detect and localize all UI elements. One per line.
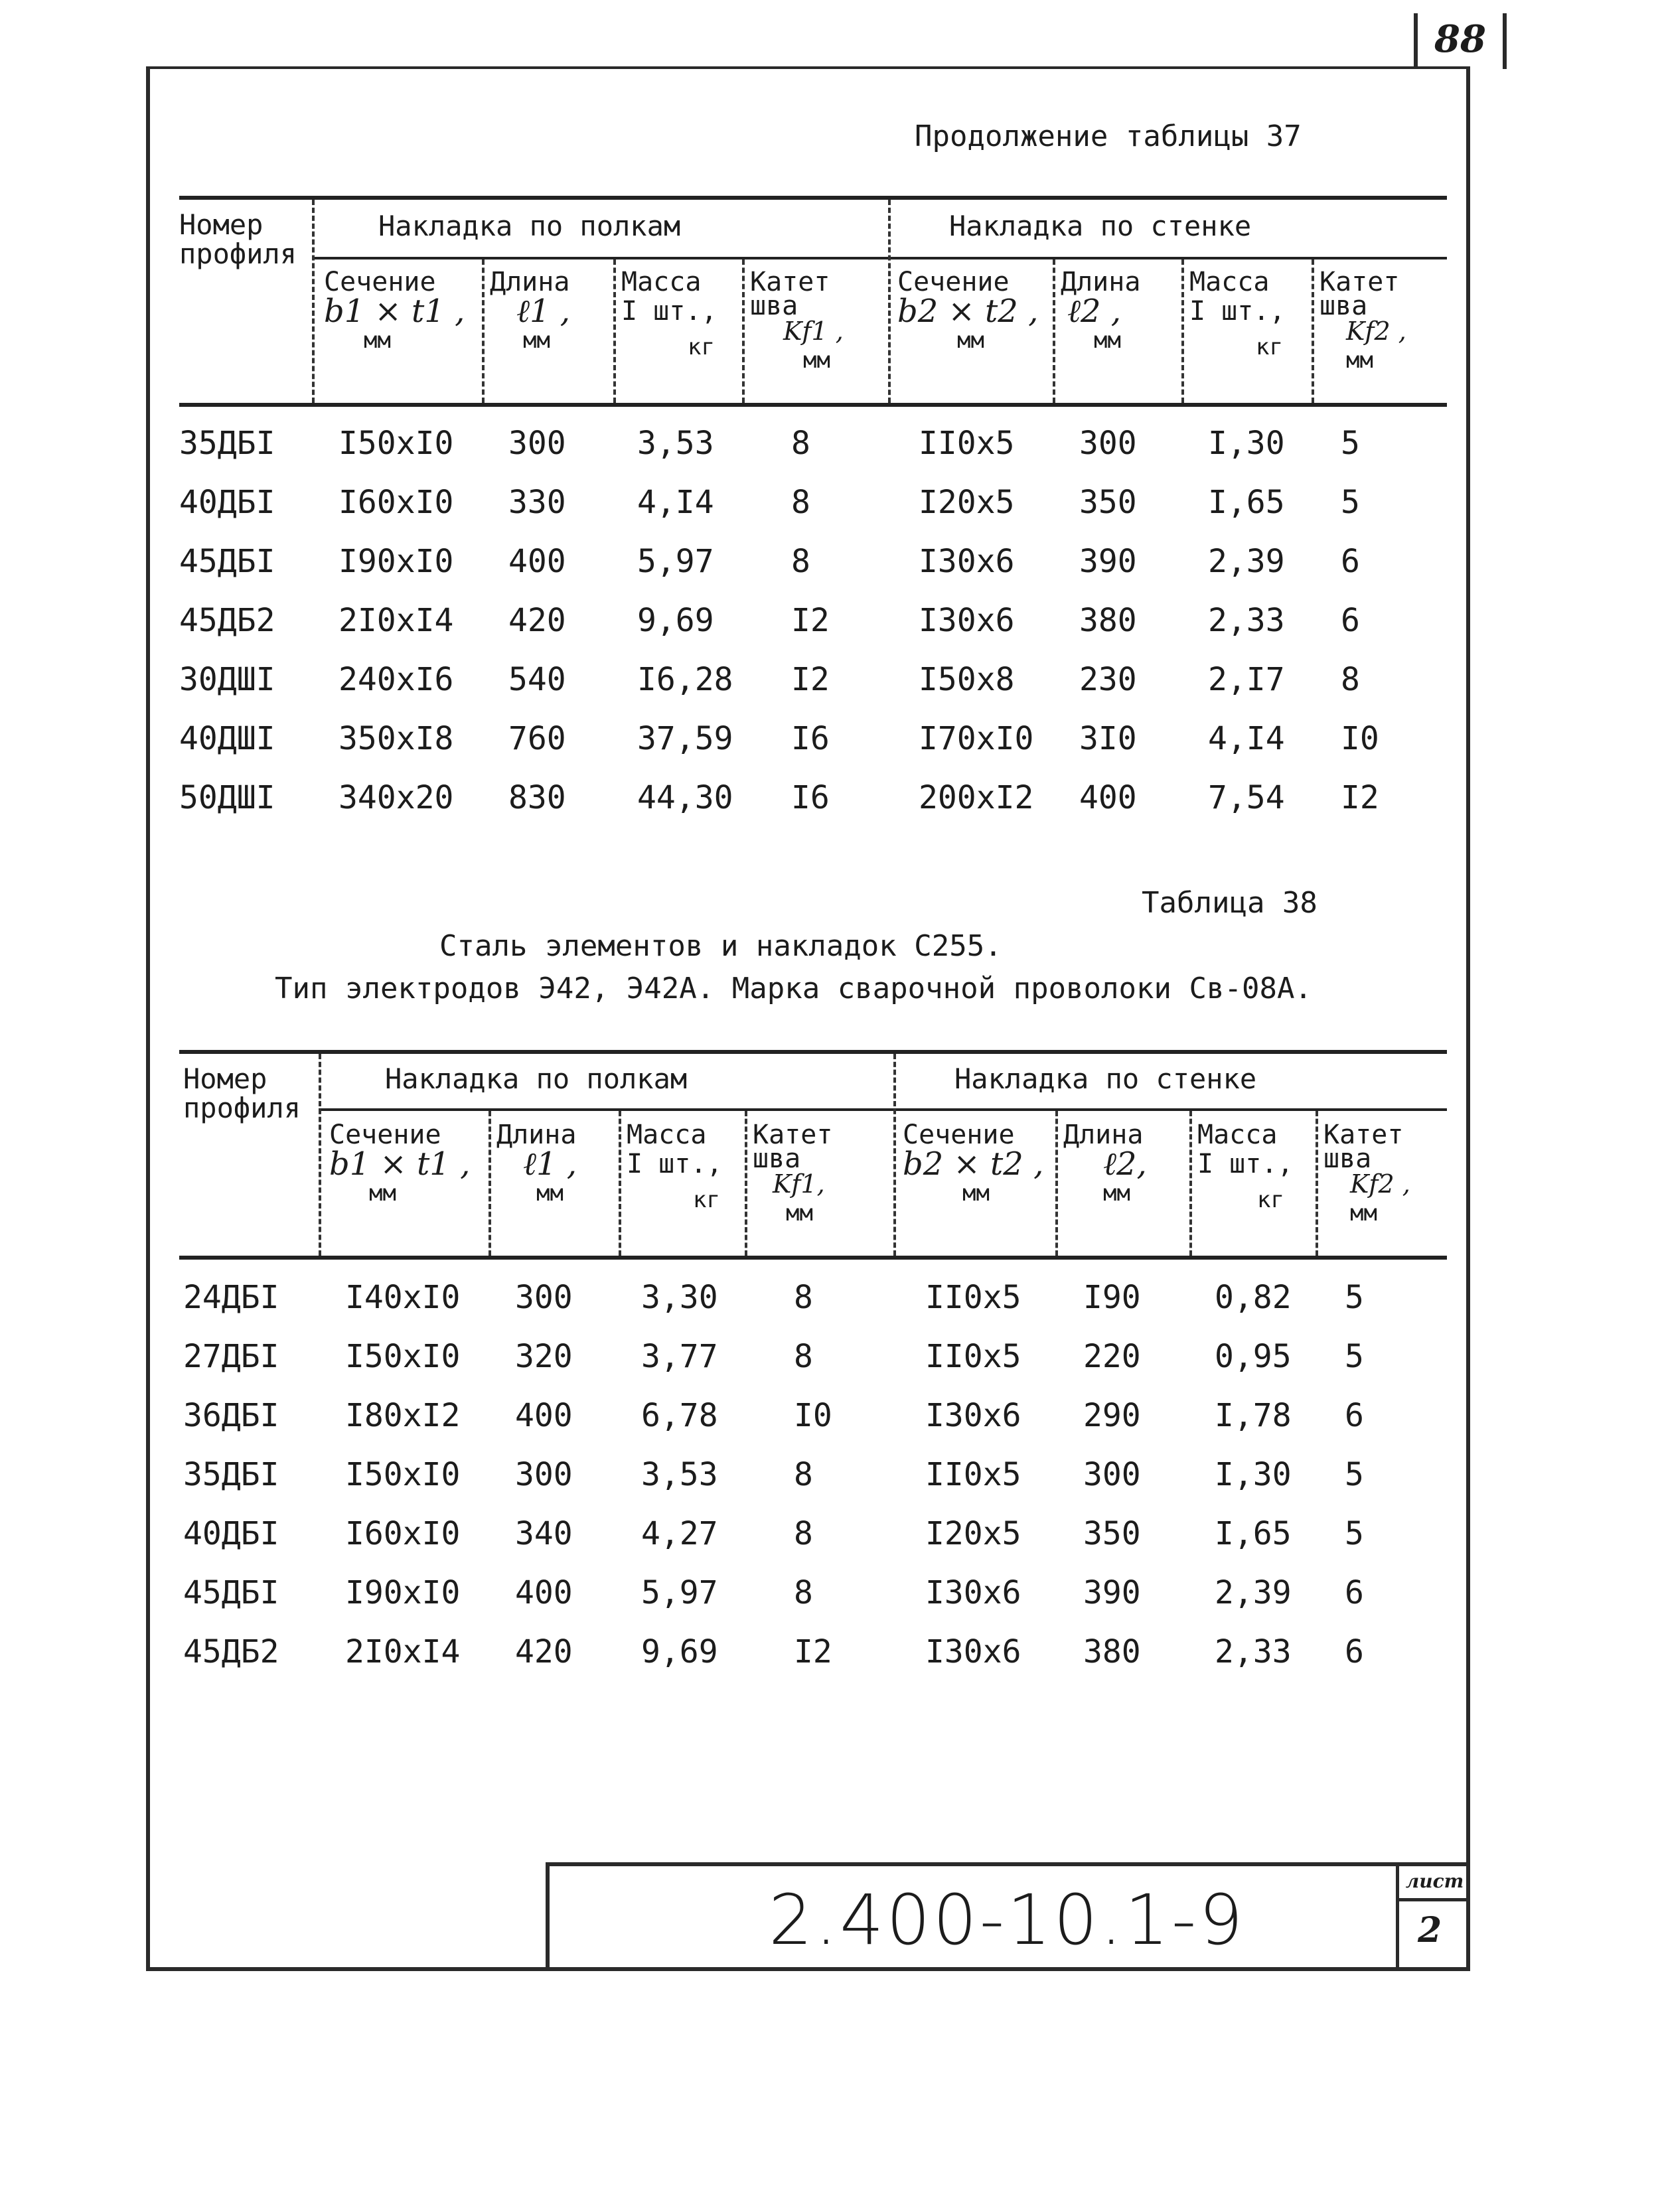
cell-flange-weld: 8: [791, 543, 810, 580]
cell-web-length: 350: [1083, 1515, 1141, 1552]
cell-web-weld: 6: [1345, 1574, 1364, 1611]
cell-web-length: 350: [1079, 484, 1137, 521]
cell-flange-section: I90xI0: [345, 1574, 461, 1611]
cell-web-weld: 8: [1341, 661, 1360, 698]
cell-flange-weld: 8: [794, 1338, 813, 1375]
cell-profile: 35ДБI: [179, 425, 275, 462]
cell-flange-mass: I6,28: [637, 661, 733, 698]
table38: [179, 1050, 1447, 1700]
table37-caption: Продолжение таблицы 37: [915, 119, 1302, 153]
cell-flange-length: 540: [508, 661, 566, 698]
cell-flange-section: 350xI8: [339, 720, 454, 757]
cell-flange-section: I50xI0: [345, 1456, 461, 1493]
cell-flange-section: I60xI0: [345, 1515, 461, 1552]
cell-flange-mass: 3,77: [641, 1338, 718, 1375]
cell-web-mass: I,30: [1215, 1456, 1292, 1493]
cell-flange-mass: 9,69: [641, 1633, 718, 1670]
cell-profile: 45ДБ2: [183, 1633, 279, 1670]
cell-web-weld: 5: [1345, 1338, 1364, 1375]
web-group-header: Накладка по стенке: [954, 1063, 1257, 1095]
cell-flange-section: 340x20: [339, 779, 454, 816]
table37: [179, 196, 1447, 866]
cell-flange-weld: 8: [794, 1515, 813, 1552]
cell-web-mass: 0,95: [1215, 1338, 1292, 1375]
cell-flange-weld: I2: [791, 602, 830, 639]
cell-web-section: 200xI2: [919, 779, 1034, 816]
profile-header: Номер профиля: [179, 208, 297, 270]
cell-web-section: I20x5: [925, 1515, 1021, 1552]
cell-flange-weld: I2: [794, 1633, 832, 1670]
page-number: 88: [1434, 17, 1486, 61]
cell-web-mass: 2,39: [1215, 1574, 1292, 1611]
cell-flange-mass: 5,97: [637, 543, 714, 580]
cell-web-section: II0x5: [925, 1279, 1021, 1316]
cell-flange-section: I50xI0: [345, 1338, 461, 1375]
cell-profile: 45ДБI: [183, 1574, 279, 1611]
web-section-header: Сечение b2 × t2 , мм: [897, 267, 1039, 354]
cell-flange-length: 300: [508, 425, 566, 462]
cell-web-mass: 2,33: [1208, 602, 1285, 639]
cell-profile: 36ДБI: [183, 1397, 279, 1434]
flange-mass-header: Масса I шт., кг: [627, 1120, 723, 1213]
cell-profile: 30ДШI: [179, 661, 275, 698]
cell-flange-weld: 8: [794, 1574, 813, 1611]
cell-web-length: I90: [1083, 1279, 1141, 1316]
sheet-box: [1396, 1866, 1470, 1971]
web-length-header: Длина ℓ2, мм: [1063, 1120, 1147, 1207]
cell-web-mass: I,30: [1208, 425, 1285, 462]
cell-web-section: II0x5: [925, 1338, 1021, 1375]
profile-header: Номер профиля: [183, 1063, 301, 1124]
cell-flange-weld: 8: [794, 1456, 813, 1493]
cell-flange-mass: 44,30: [637, 779, 733, 816]
cell-flange-weld: I6: [791, 720, 830, 757]
cell-flange-mass: 3,53: [637, 425, 714, 462]
cell-flange-section: 240xI6: [339, 661, 454, 698]
cell-web-length: 380: [1079, 602, 1137, 639]
cell-flange-mass: 4,I4: [637, 484, 714, 521]
cell-profile: 40ДШI: [179, 720, 275, 757]
cell-flange-length: 420: [508, 602, 566, 639]
cell-web-section: I30x6: [919, 543, 1015, 580]
sheet-label: лист: [1405, 1870, 1464, 1892]
cell-flange-length: 300: [515, 1279, 573, 1316]
table38-subtitle-steel: Сталь элементов и накладок С255.: [439, 929, 1002, 963]
cell-web-weld: 6: [1341, 543, 1360, 580]
cell-flange-length: 400: [508, 543, 566, 580]
cell-web-mass: 7,54: [1208, 779, 1285, 816]
cell-flange-section: 2I0xI4: [339, 602, 454, 639]
cell-web-length: 300: [1079, 425, 1137, 462]
cell-flange-weld: 8: [791, 484, 810, 521]
cell-flange-mass: 3,53: [641, 1456, 718, 1493]
cell-flange-length: 420: [515, 1633, 573, 1670]
cell-web-mass: 4,I4: [1208, 720, 1285, 757]
cell-flange-weld: 8: [791, 425, 810, 462]
cell-profile: 24ДБI: [183, 1279, 279, 1316]
cell-flange-length: 760: [508, 720, 566, 757]
cell-web-section: I70xI0: [919, 720, 1034, 757]
cell-web-length: 290: [1083, 1397, 1141, 1434]
cell-flange-length: 300: [515, 1456, 573, 1493]
flange-weld-header: Катет шва Kf1, мм: [753, 1120, 833, 1226]
web-group-header: Накладка по стенке: [949, 210, 1252, 242]
cell-flange-length: 830: [508, 779, 566, 816]
cell-web-section: I30x6: [919, 602, 1015, 639]
web-mass-header: Масса I шт., кг: [1189, 267, 1286, 360]
cell-flange-weld: I0: [794, 1397, 832, 1434]
cell-web-length: 380: [1083, 1633, 1141, 1670]
cell-web-weld: 6: [1345, 1397, 1364, 1434]
cell-web-weld: 5: [1345, 1279, 1364, 1316]
web-section-header: Сечение b2 × t2 , мм: [903, 1120, 1044, 1207]
cell-web-weld: I0: [1341, 720, 1379, 757]
cell-flange-section: I60xI0: [339, 484, 454, 521]
cell-flange-section: I40xI0: [345, 1279, 461, 1316]
cell-web-weld: 5: [1345, 1456, 1364, 1493]
cell-profile: 50ДШI: [179, 779, 275, 816]
cell-web-length: 390: [1079, 543, 1137, 580]
cell-web-length: 400: [1079, 779, 1137, 816]
cell-flange-section: 2I0xI4: [345, 1633, 461, 1670]
flange-length-header: Длина ℓ1 , мм: [496, 1120, 577, 1207]
cell-web-section: II0x5: [919, 425, 1015, 462]
title-block: [546, 1862, 1470, 1971]
cell-flange-mass: 5,97: [641, 1574, 718, 1611]
cell-flange-length: 320: [515, 1338, 573, 1375]
cell-web-mass: 0,82: [1215, 1279, 1292, 1316]
cell-flange-mass: 4,27: [641, 1515, 718, 1552]
cell-web-length: 230: [1079, 661, 1137, 698]
cell-web-mass: 2,I7: [1208, 661, 1285, 698]
cell-web-weld: 5: [1341, 425, 1360, 462]
cell-web-weld: 5: [1345, 1515, 1364, 1552]
cell-profile: 45ДБI: [179, 543, 275, 580]
cell-web-section: I20x5: [919, 484, 1015, 521]
cell-web-weld: 5: [1341, 484, 1360, 521]
table38-caption: Таблица 38: [1142, 886, 1318, 920]
cell-flange-mass: 3,30: [641, 1279, 718, 1316]
cell-profile: 35ДБI: [183, 1456, 279, 1493]
cell-flange-section: I50xI0: [339, 425, 454, 462]
cell-web-section: I30x6: [925, 1574, 1021, 1611]
document-code: 2.400-10.1-9: [769, 1880, 1246, 1960]
cell-flange-length: 330: [508, 484, 566, 521]
cell-flange-length: 400: [515, 1397, 573, 1434]
web-weld-header: Катет шва Kf2 , мм: [1323, 1120, 1410, 1226]
cell-web-mass: I,65: [1215, 1515, 1292, 1552]
web-weld-header: Катет шва Kf2 , мм: [1319, 267, 1406, 374]
cell-web-weld: 6: [1341, 602, 1360, 639]
sheet-number: 2: [1418, 1910, 1442, 1951]
cell-flange-mass: 6,78: [641, 1397, 718, 1434]
flange-section-header: Сечение b1 × t1 , мм: [324, 267, 465, 354]
page-number-box: [1414, 13, 1507, 69]
cell-flange-mass: 9,69: [637, 602, 714, 639]
cell-flange-section: I80xI2: [345, 1397, 461, 1434]
cell-flange-weld: I2: [791, 661, 830, 698]
flange-section-header: Сечение b1 × t1 , мм: [329, 1120, 471, 1207]
cell-flange-length: 340: [515, 1515, 573, 1552]
cell-web-mass: 2,39: [1208, 543, 1285, 580]
cell-flange-weld: 8: [794, 1279, 813, 1316]
flange-group-header: Накладка по полкам: [385, 1063, 688, 1095]
cell-web-weld: I2: [1341, 779, 1379, 816]
cell-flange-section: I90xI0: [339, 543, 454, 580]
cell-flange-weld: I6: [791, 779, 830, 816]
cell-web-mass: I,65: [1208, 484, 1285, 521]
cell-web-section: I30x6: [925, 1633, 1021, 1670]
cell-profile: 27ДБI: [183, 1338, 279, 1375]
cell-web-weld: 6: [1345, 1633, 1364, 1670]
cell-web-section: I30x6: [925, 1397, 1021, 1434]
cell-web-section: II0x5: [925, 1456, 1021, 1493]
cell-web-mass: I,78: [1215, 1397, 1292, 1434]
cell-web-length: 390: [1083, 1574, 1141, 1611]
table38-subtitle-electrodes: Тип электродов Э42, Э42А. Марка сварочной проволоки Св-08А.: [275, 972, 1312, 1005]
flange-group-header: Накладка по полкам: [378, 210, 681, 242]
cell-flange-length: 400: [515, 1574, 573, 1611]
cell-profile: 40ДБI: [183, 1515, 279, 1552]
flange-length-header: Длина ℓ1 , мм: [490, 267, 571, 354]
cell-web-length: 300: [1083, 1456, 1141, 1493]
cell-web-length: 3I0: [1079, 720, 1137, 757]
web-mass-header: Масса I шт., кг: [1197, 1120, 1294, 1213]
cell-flange-mass: 37,59: [637, 720, 733, 757]
flange-weld-header: Катет шва Kf1 , мм: [750, 267, 844, 374]
cell-web-length: 220: [1083, 1338, 1141, 1375]
cell-profile: 45ДБ2: [179, 602, 275, 639]
cell-web-section: I50x8: [919, 661, 1015, 698]
web-length-header: Длина ℓ2 , мм: [1061, 267, 1141, 354]
cell-profile: 40ДБI: [179, 484, 275, 521]
flange-mass-header: Масса I шт., кг: [621, 267, 717, 360]
cell-web-mass: 2,33: [1215, 1633, 1292, 1670]
